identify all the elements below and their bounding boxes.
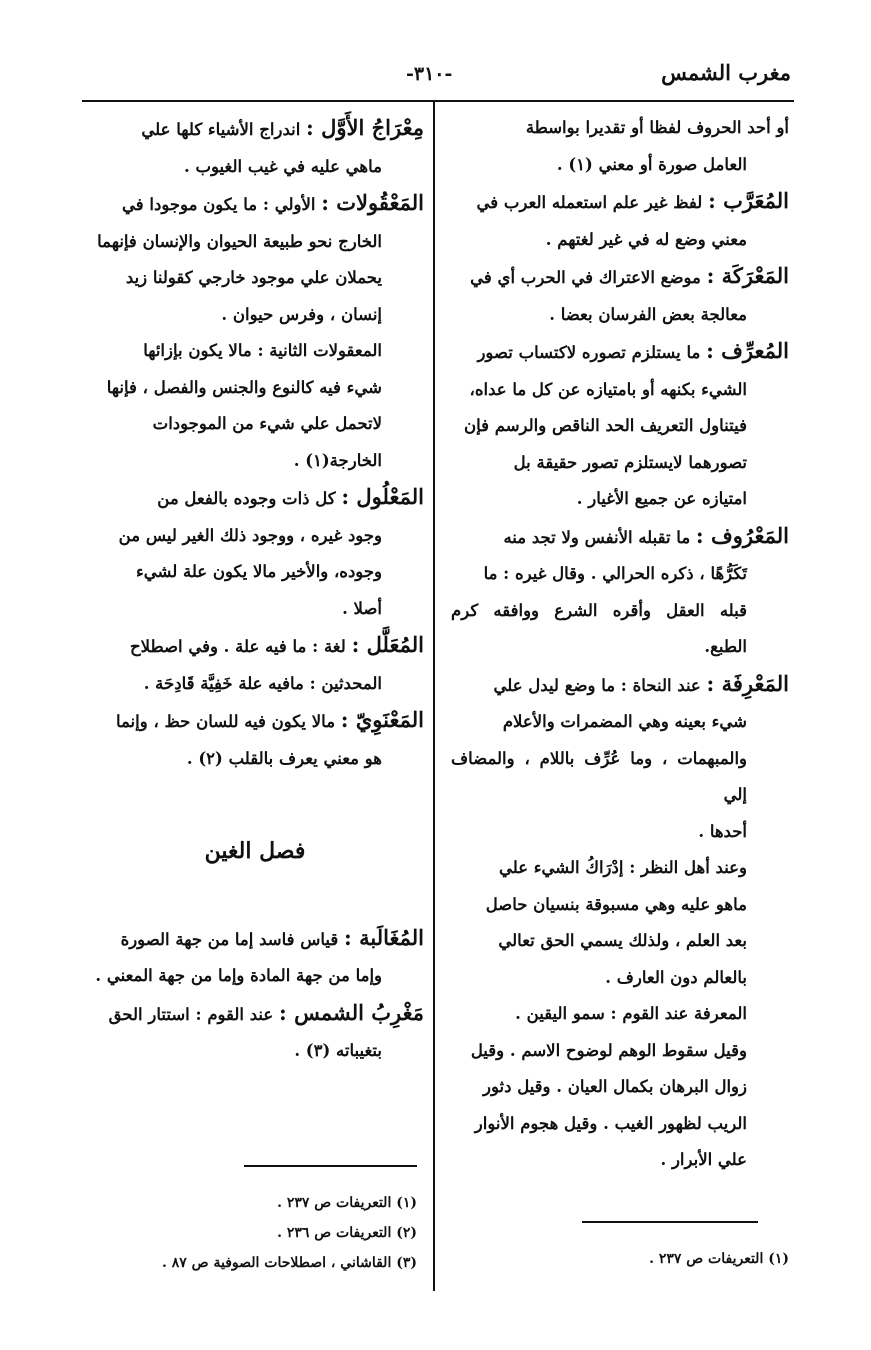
text-line: ماهي عليه في غيب الغيوب . (184, 156, 382, 176)
text-line: شيء بعينه وهي المضمرات والأعلام (502, 712, 747, 731)
text-line: لاتحمل علي شيء من الموجودات (152, 414, 382, 433)
entry-term: المَعْرَكَة : (706, 263, 789, 288)
entry-maruf (451, 518, 789, 666)
text-line: هو معني يعرف بالقلب (٢) . (186, 748, 382, 768)
entry-muarrab (451, 183, 789, 258)
text-line: تَكَرُّهًا ، ذكره الحرالي . وقال غيره : ما (483, 564, 747, 583)
text-line: أو أحد الحروف لفظا أو تقديرا بواسطة (525, 118, 789, 137)
entry-marifa (451, 666, 789, 851)
text-line: بتغيباته (٣) . (294, 1041, 382, 1060)
entry-term: المُغَالَبة : (344, 924, 424, 950)
entry-term: المعرفة عند القوم : (610, 1004, 747, 1023)
footnote-rule (244, 1165, 417, 1167)
entry-mughalaba (86, 920, 424, 995)
entry-term: المَعْرُوف : (695, 522, 789, 548)
entry-continuation (451, 110, 789, 183)
entry-term: المَعْرِفَة : (706, 670, 789, 696)
right-column (451, 110, 789, 1179)
entry-term: المُعَلَّل : (351, 632, 424, 657)
running-title: مغرب الشمس (661, 60, 791, 85)
footnote: (١) التعريفات ص ٢٣٧ . (649, 1251, 789, 1267)
text-line: تصورهما لايستلزم تصور حقيقة بل (513, 452, 747, 472)
footnotes-right (649, 1244, 789, 1274)
entry-marifa-qawm (451, 996, 789, 1179)
entry-term: المَعْقُولات : (321, 190, 424, 215)
entry-maqulat-thaniya (86, 333, 424, 479)
text-line: قبله العقل وأقره الشرع ووافقه كرم الطبع. (451, 600, 747, 656)
text-line: بالعالم دون العارف . (605, 967, 747, 987)
text-line: موضع الاعتراك في الحرب أي في (470, 268, 701, 287)
text-line: المحدثين : مافيه علة خَفِيَّة قَادِحَة . (143, 673, 382, 693)
entry-term: المُعرِّف : (706, 338, 789, 363)
entry-term: مَغْرِبُ الشمس : (279, 999, 424, 1025)
entry-maghrib-shams (86, 995, 424, 1070)
text-line: الريب لظهور الغيب . وقيل هجوم الأنوار (474, 1113, 747, 1133)
text-line: اندراج الأشياء كلها علي (141, 120, 301, 139)
left-column (86, 110, 424, 1070)
text-line: الخارج نحو طبيعة الحيوان والإنسان فإنهما (97, 231, 382, 251)
footnote: (٢) التعريفات ص ٢٣٦ . (277, 1225, 417, 1241)
text-line: وجوده، والأخير مالا يكون علة لشيء (135, 562, 382, 581)
entry-term: مِعْرَاجُ الأَوَّل : (306, 115, 424, 140)
text-line: زوال البرهان بكمال العيان . وقيل دثور (483, 1077, 747, 1096)
text-line: الخارجة(١) . (293, 450, 382, 470)
text-line: وإما من جهة المادة وإما من جهة المعني . (95, 966, 382, 985)
text-line: علي الأبرار . (660, 1150, 747, 1169)
entry-miraj (86, 110, 424, 185)
text-line: وقيل سقوط الوهم لوضوح الاسم . وقيل (470, 1040, 747, 1060)
text-line: معني وضع له في غير لغتهم . (545, 229, 747, 249)
text-line: كل ذات وجوده بالفعل من (157, 489, 336, 508)
text-line: والمبهمات ، وما عُرِّف باللام ، والمضاف إلي (451, 748, 747, 804)
text-line: وجود غيره ، ووجود ذلك الغير ليس من (118, 525, 382, 545)
entry-term: المَعْلُول : (341, 484, 424, 509)
text-line: وعند أهل النظر : إدْرَاكُ الشيء علي (498, 858, 747, 877)
text-line: ما تقبله الأنفس ولا تجد منه (503, 527, 691, 547)
header-rule (82, 100, 794, 102)
entry-manawi (86, 702, 424, 777)
text-line: قياس فاسد إما من جهة الصورة (120, 929, 339, 949)
text-line: أصلا . (342, 598, 382, 618)
footnotes-left (162, 1188, 417, 1278)
text-line: يحملان علي موجود خارجي كقولنا زيد (125, 268, 382, 287)
text-line: ماهو عليه وهي مسبوقة بنسيان حاصل (485, 894, 747, 914)
text-line: بعد العلم ، ولذلك يسمي الحق تعالي (498, 931, 747, 950)
entry-term: المُعَرَّب : (708, 188, 789, 213)
entry-muarrif (451, 333, 789, 518)
footnote: (١) التعريفات ص ٢٣٧ . (277, 1195, 417, 1211)
text-line: إنسان ، وفرس حيوان . (221, 304, 382, 324)
section-heading: فصل الغين (204, 838, 306, 864)
entry-maraka (451, 258, 789, 333)
text-line: سمو اليقين . (515, 1004, 605, 1023)
text-line: شيء فيه كالنوع والجنس والفصل ، فإنها (106, 377, 382, 397)
footnote: (٣) القاشاني ، اصطلاحات الصوفية ص ٨٧ . (162, 1255, 417, 1271)
text-line: معالجة بعض الفرسان بعضا . (549, 304, 747, 324)
text-line: فيتناول التعريف الحد الناقص والرسم فإن (463, 416, 747, 435)
footnote-rule (582, 1221, 758, 1223)
text-line: الشيء بكنهه أو بامتيازه عن كل ما عداه، (469, 379, 747, 399)
text-line: عند القوم : استتار الحق (108, 1004, 274, 1024)
column-divider (433, 101, 435, 1291)
text-line: امتيازه عن جميع الأغيار . (576, 489, 747, 508)
entry-maqulat (86, 185, 424, 333)
text-line: أحدها . (698, 821, 747, 841)
entry-malul (86, 479, 424, 627)
text-line: المعقولات الثانية : مالا يكون بإزائها (143, 341, 382, 360)
text-line: عند النحاة : ما وضع ليدل علي (493, 675, 701, 695)
page-number: -٣١٠- (406, 63, 453, 85)
entry-muallal (86, 627, 424, 702)
text-line: لفظ غير علم استعمله العرب في (476, 193, 703, 212)
text-line: لغة : ما فيه علة . وفي اصطلاح (129, 637, 346, 656)
text-line: العامل صورة أو معني (١) . (556, 154, 747, 174)
text-line: ما يستلزم تصوره لاكتساب تصور (477, 343, 701, 362)
text-line: مالا يكون فيه للسان حظ ، وإنما (115, 712, 336, 731)
entry-term: المَعْنَوِيّ : (340, 707, 424, 732)
entry-marifa-nazar (451, 850, 789, 996)
text-line: الأولي : ما يكون موجودا في (122, 195, 316, 214)
